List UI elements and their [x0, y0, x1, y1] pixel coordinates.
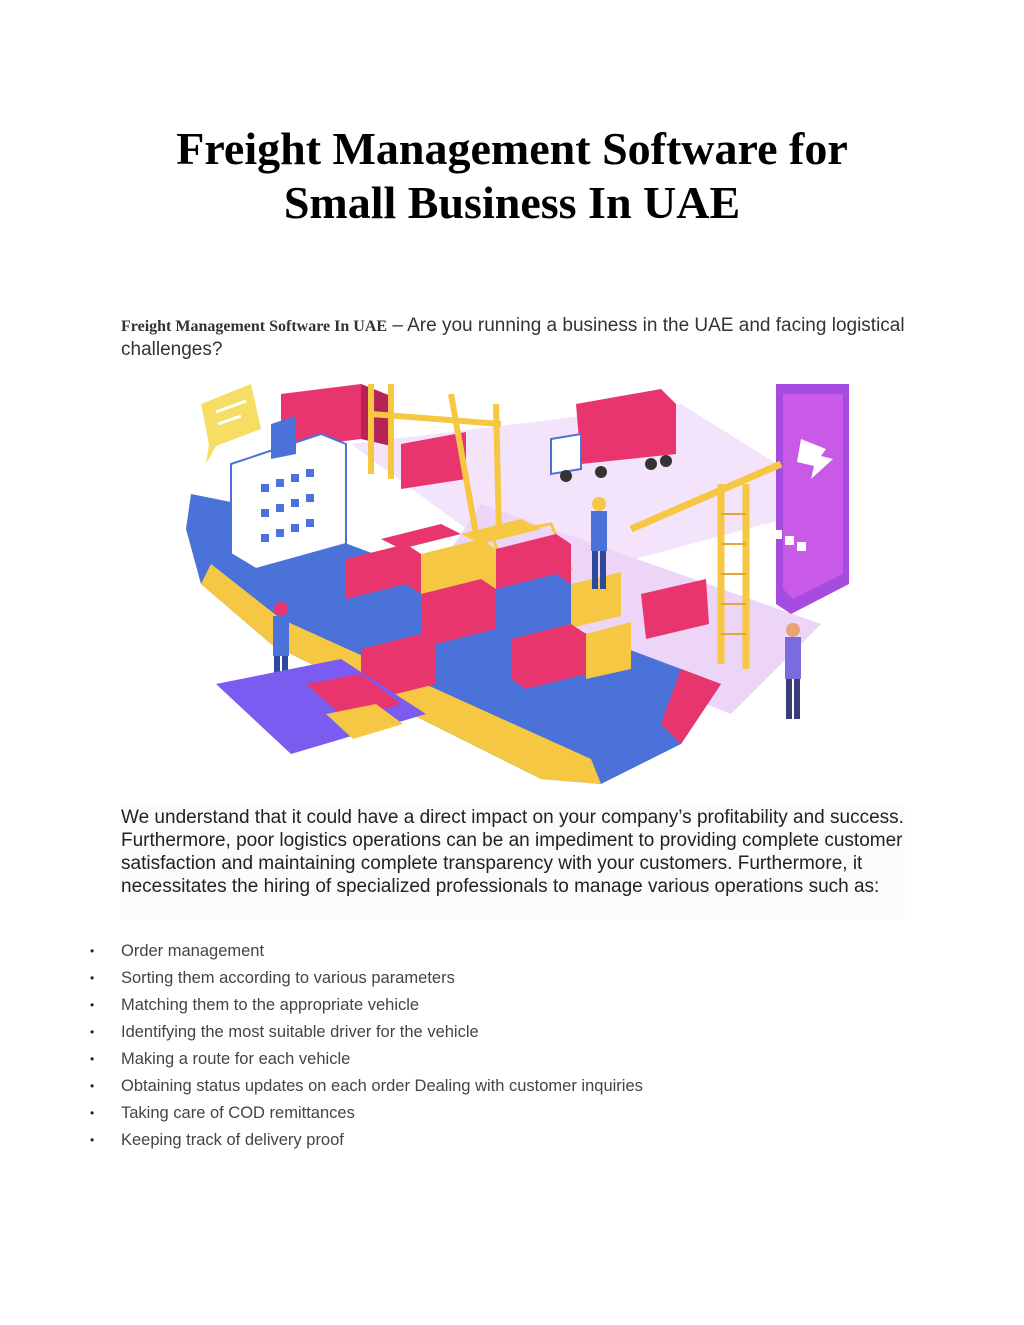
truck-cab	[551, 434, 581, 474]
title-line-2: Small Business In UAE	[283, 177, 741, 228]
bullet-icon: •	[90, 1079, 95, 1093]
bullet-icon: •	[90, 1025, 95, 1039]
illustration-svg	[121, 384, 850, 785]
bullet-icon: •	[90, 1052, 95, 1066]
operations-list	[90, 938, 643, 1154]
list-item: • Taking care of COD remittances	[90, 1100, 643, 1127]
bullet-icon: •	[90, 1106, 95, 1120]
list-item: • Obtaining status updates on each order Dealing with customer inquiries	[90, 1073, 643, 1100]
shipping-port-illustration	[121, 384, 850, 785]
list-item: • Making a route for each vehicle	[90, 1046, 643, 1073]
bullet-icon: •	[90, 971, 95, 985]
title-line-1: Freight Management Software for	[176, 123, 848, 174]
list-item: • Matching them to the appropriate vehicle	[90, 992, 643, 1019]
list-item: • Order management	[90, 938, 643, 965]
bullet-icon: •	[90, 998, 95, 1012]
intro-text: – Are you running a business in the UAE and facing logistical challenges?	[121, 315, 905, 360]
bullet-icon: •	[90, 1133, 95, 1147]
body-paragraph: We understand that it could have a direct impact on your company’s profitability and success. Furthermore, poor logistics operations can be an impediment to providing complete customer satisfaction and maintaining complete transparency with your customers. Furthermore, it necessitates the hiring of specialized professionals to manage various operations such as:	[121, 806, 905, 920]
list-item: • Keeping track of delivery proof	[90, 1127, 643, 1154]
intro-paragraph	[121, 314, 911, 361]
page-title	[0, 122, 1024, 230]
list-item: • Identifying the most suitable driver for the vehicle	[90, 1019, 643, 1046]
list-item: • Sorting them according to various parameters	[90, 965, 643, 992]
bullet-icon: •	[90, 944, 95, 958]
intro-lead: Freight Management Software In UAE	[121, 318, 388, 335]
